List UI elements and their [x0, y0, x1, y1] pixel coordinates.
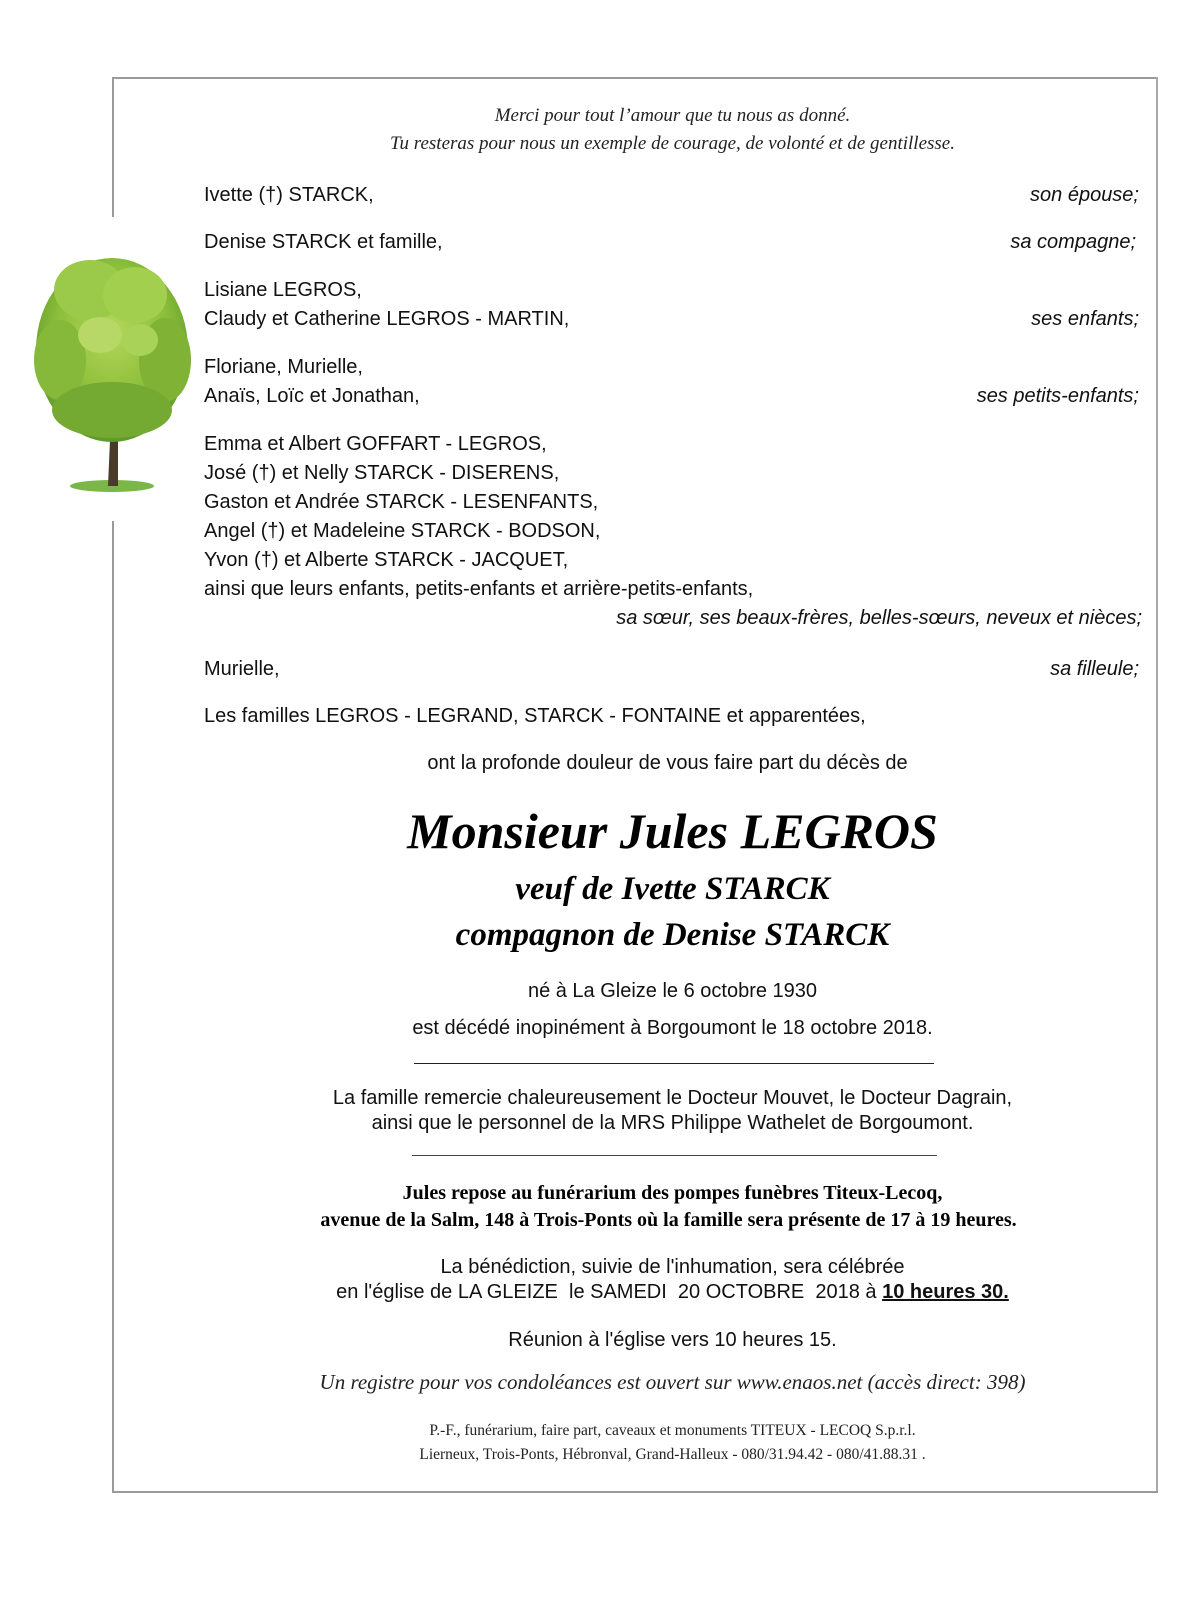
meeting-info: Réunion à l'église vers 10 heures 15. — [508, 1329, 837, 1351]
death-info: est décédé inopinément à Borgoumont le 18 octobre 2018. — [412, 1017, 933, 1039]
family-entry — [204, 276, 1139, 334]
family-entry-line: Lisiane LEGROS, — [204, 279, 362, 301]
thanks-line-2: ainsi que le personnel de la MRS Philippe Wathelet de Borgoumont. — [371, 1112, 974, 1134]
deceased-companion: compagnon de Denise STARCK — [455, 917, 890, 953]
family-relation: ses petits-enfants; — [976, 385, 1139, 407]
family-entry — [204, 353, 1139, 411]
deceased-widower: veuf de Ivette STARCK — [515, 871, 830, 907]
frame-border-top — [112, 77, 1158, 79]
footer-line-2: Lierneux, Trois-Ponts, Hébronval, Grand-Halleux - 080/31.94.42 - 080/41.88.31 . — [419, 1446, 926, 1463]
motto-line-1: Merci pour tout l’amour que tu nous as donné. — [494, 105, 851, 126]
motto-line-2: Tu resteras pour nous un exemple de courage, de volonté et de gentillesse. — [390, 133, 955, 154]
family-entry — [204, 655, 1139, 684]
ceremony-time: 10 heures 30. — [882, 1281, 1009, 1303]
footer-line-1: P.-F., funérarium, faire part, caveaux et monuments TITEUX - LECOQ S.p.r.l. — [429, 1422, 916, 1439]
family-entry — [204, 430, 1142, 633]
family-relation: sa compagne; — [1010, 231, 1136, 253]
condolence-register-note: Un registre pour vos condoléances est ouvert sur www.enaos.net (accès direct: 398) — [319, 1370, 1026, 1394]
frame-border-right — [1156, 77, 1158, 1493]
rest-line-2: avenue de la Salm, 148 à Trois-Ponts où la famille sera présente de 17 à 19 heures. — [320, 1209, 1017, 1231]
ceremony-line-2 — [200, 1281, 1145, 1304]
rest-line-1: Jules repose au funérarium des pompes funèbres Titeux-Lecoq, — [402, 1182, 943, 1204]
family-relation: son épouse; — [1030, 184, 1139, 206]
ceremony-place-date: en l'église de LA GLEIZE le SAMEDI 20 OCTOBRE 2018 à — [336, 1281, 883, 1303]
family-entry-line: Angel (†) et Madeleine STARCK - BODSON, — [204, 520, 601, 542]
frame-border-left-upper — [112, 77, 114, 217]
family-entry — [204, 702, 1139, 731]
thanks-line-1: La famille remercie chaleureusement le Docteur Mouvet, le Docteur Dagrain, — [332, 1087, 1013, 1109]
family-entry-line: Denise STARCK et famille, — [204, 231, 443, 253]
family-entry — [204, 181, 1139, 210]
family-entry-line: Les familles LEGROS - LEGRAND, STARCK - FONTAINE et apparentées, — [204, 705, 866, 727]
family-entry-line: Floriane, Murielle, — [204, 356, 363, 378]
ceremony-line-1: La bénédiction, suivie de l'inhumation, sera célébrée — [440, 1256, 905, 1278]
family-entry-line: ainsi que leurs enfants, petits-enfants et arrière-petits-enfants, — [204, 578, 754, 600]
family-entry-line: Anaïs, Loïc et Jonathan, — [204, 385, 420, 407]
frame-border-left-lower — [112, 521, 114, 1493]
family-entry-line: Murielle, — [204, 658, 280, 680]
family-entry — [204, 228, 1139, 257]
tree-foliage — [34, 258, 191, 442]
family-relation: sa filleule; — [1050, 658, 1139, 680]
family-entry-line: Gaston et Andrée STARCK - LESENFANTS, — [204, 491, 599, 513]
separator-line — [412, 1155, 937, 1156]
tree-illustration — [30, 240, 195, 495]
separator-line — [414, 1063, 934, 1064]
family-relation: ses enfants; — [1031, 308, 1139, 330]
family-entry-line: Claudy et Catherine LEGROS - MARTIN, — [204, 308, 570, 330]
deceased-name: Monsieur Jules LEGROS — [407, 803, 938, 859]
announcement-text: ont la profonde douleur de vous faire part du décès de — [427, 752, 908, 774]
family-entry-line: Emma et Albert GOFFART - LEGROS, — [204, 433, 547, 455]
birth-info: né à La Gleize le 6 octobre 1930 — [527, 980, 818, 1002]
family-entry-line: Yvon (†) et Alberte STARCK - JACQUET, — [204, 549, 569, 571]
family-relation: sa sœur, ses beaux-frères, belles-sœurs, neveux et nièces; — [616, 607, 1142, 629]
family-entry-line: José (†) et Nelly STARCK - DISERENS, — [204, 462, 560, 484]
frame-border-bottom — [112, 1491, 1158, 1493]
family-entry-line: Ivette (†) STARCK, — [204, 184, 374, 206]
